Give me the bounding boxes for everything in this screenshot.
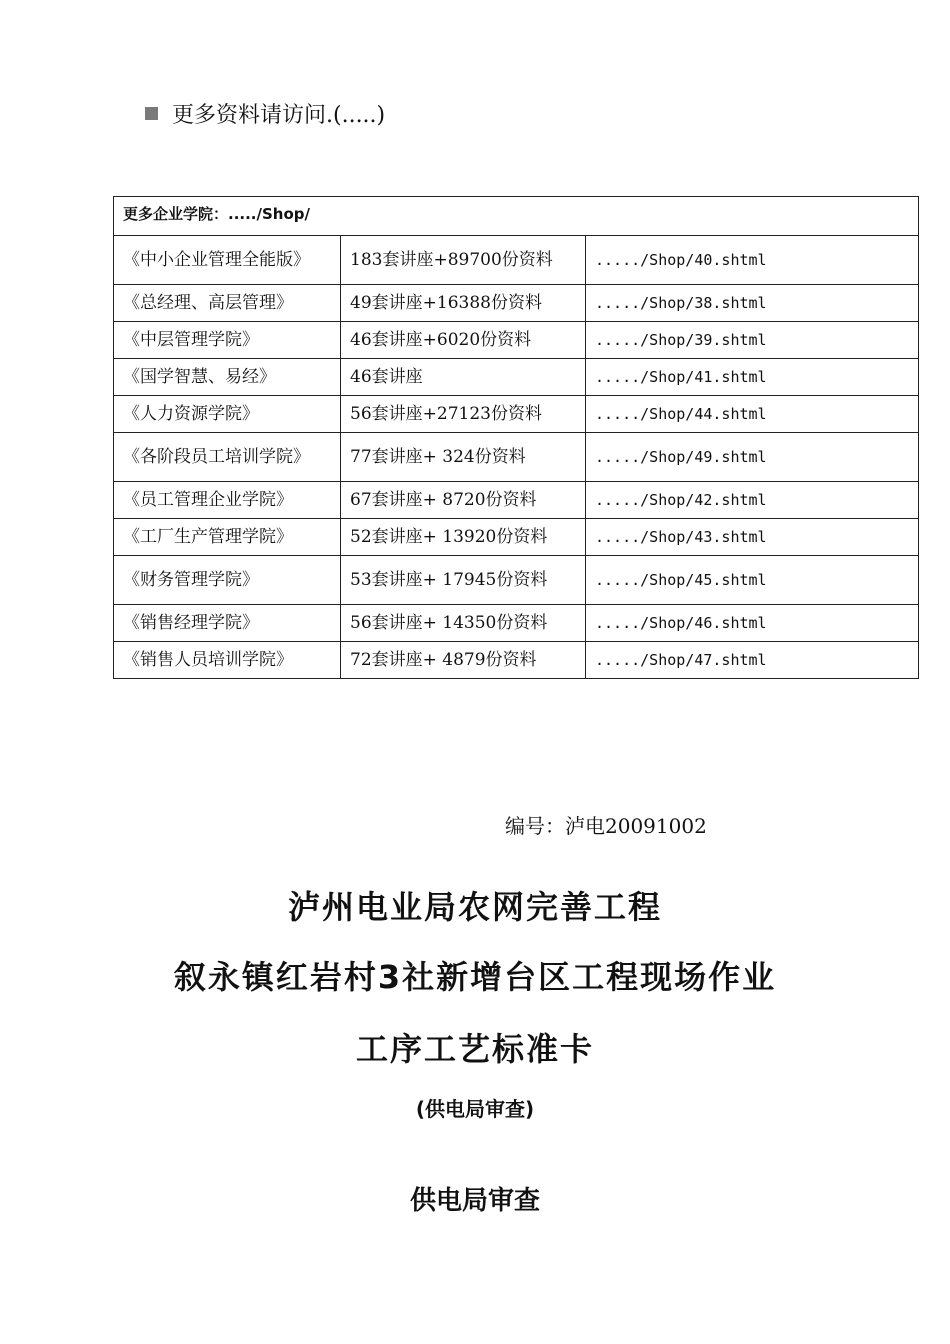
- title-line-1: 泸州电业局农网完善工程: [287, 888, 662, 926]
- table-row: [114, 519, 919, 556]
- title-line-2: 叙永镇红岩村3社新增台区工程现场作业: [173, 958, 777, 996]
- course-count: 46套讲座: [341, 359, 586, 396]
- table-row: [114, 556, 919, 605]
- course-link[interactable]: ...../Shop/45.shtml: [586, 556, 919, 605]
- course-name: 《各阶段员工培训学院》: [114, 433, 341, 482]
- course-table: [113, 196, 919, 679]
- course-count: 46套讲座+6020份资料: [341, 322, 586, 359]
- course-link[interactable]: ...../Shop/43.shtml: [586, 519, 919, 556]
- bullet-text: 更多资料请访问.(.....): [172, 103, 386, 128]
- course-count: 67套讲座+ 8720份资料: [341, 482, 586, 519]
- table-row: [114, 359, 919, 396]
- course-count: 52套讲座+ 13920份资料: [341, 519, 586, 556]
- table-header: 更多企业学院：...../Shop/: [114, 197, 919, 236]
- course-count: 183套讲座+89700份资料: [341, 236, 586, 285]
- subtitle: (供电局审查): [415, 1097, 535, 1121]
- course-name: 《中小企业管理全能版》: [114, 236, 341, 285]
- review-heading: 供电局审查: [409, 1186, 540, 1216]
- bullet-line: [145, 98, 385, 129]
- table-row: [114, 482, 919, 519]
- course-count: 53套讲座+ 17945份资料: [341, 556, 586, 605]
- course-link[interactable]: ...../Shop/39.shtml: [586, 322, 919, 359]
- table-row: [114, 285, 919, 322]
- course-name: 《国学智慧、易经》: [114, 359, 341, 396]
- title-line-3: 工序工艺标准卡: [355, 1030, 594, 1068]
- course-name: 《人力资源学院》: [114, 396, 341, 433]
- course-count: 49套讲座+16388份资料: [341, 285, 586, 322]
- course-name: 《销售经理学院》: [114, 605, 341, 642]
- course-name: 《销售人员培训学院》: [114, 642, 341, 679]
- course-count: 56套讲座+27123份资料: [341, 396, 586, 433]
- course-link[interactable]: ...../Shop/46.shtml: [586, 605, 919, 642]
- table-row: [114, 322, 919, 359]
- course-name: 《中层管理学院》: [114, 322, 341, 359]
- course-name: 《总经理、高层管理》: [114, 285, 341, 322]
- table-row: [114, 605, 919, 642]
- table-row: [114, 236, 919, 285]
- course-link[interactable]: ...../Shop/49.shtml: [586, 433, 919, 482]
- document-number: 编号：泸电20091002: [505, 814, 707, 838]
- bullet-square-icon: [145, 107, 158, 120]
- course-link[interactable]: ...../Shop/44.shtml: [586, 396, 919, 433]
- course-link[interactable]: ...../Shop/40.shtml: [586, 236, 919, 285]
- course-name: 《员工管理企业学院》: [114, 482, 341, 519]
- course-name: 《财务管理学院》: [114, 556, 341, 605]
- course-link[interactable]: ...../Shop/47.shtml: [586, 642, 919, 679]
- course-link[interactable]: ...../Shop/41.shtml: [586, 359, 919, 396]
- table-row: [114, 433, 919, 482]
- course-count: 72套讲座+ 4879份资料: [341, 642, 586, 679]
- course-link[interactable]: ...../Shop/42.shtml: [586, 482, 919, 519]
- course-count: 77套讲座+ 324份资料: [341, 433, 586, 482]
- table-row: [114, 642, 919, 679]
- course-name: 《工厂生产管理学院》: [114, 519, 341, 556]
- course-link[interactable]: ...../Shop/38.shtml: [586, 285, 919, 322]
- course-count: 56套讲座+ 14350份资料: [341, 605, 586, 642]
- table-row: [114, 396, 919, 433]
- table-header-row: [114, 197, 919, 236]
